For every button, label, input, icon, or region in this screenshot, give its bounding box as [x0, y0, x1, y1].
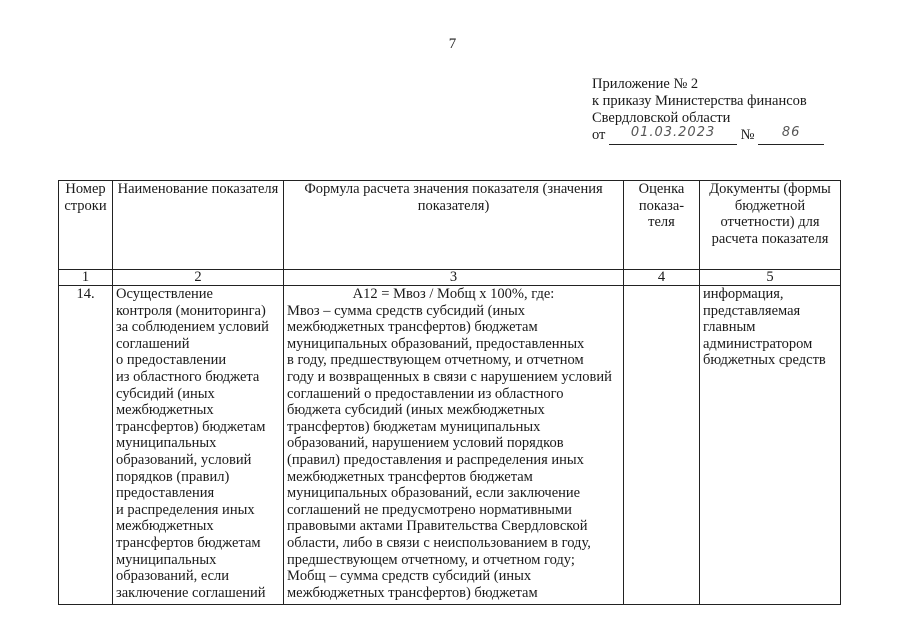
appendix-block: [592, 76, 824, 147]
column-number: 2: [113, 270, 284, 286]
header-indicator-name: Наименование показателя: [113, 181, 284, 270]
header-row-number: Номер строки: [59, 181, 113, 270]
header-formula: Формула расчета значения показателя (значения показателя): [284, 181, 624, 270]
indicator-name: Осуществление контроля (мониторинга) за соблюдением условий соглашений о предоставлении из областного бюджета субсидий (иных межбюджетных трансфертов) бюджетам муниципальных образований, условий порядков (правил) предоставления и распределения иных межбюджетных трансфертов бюджетам муниципальных образований, если заключение соглашений: [113, 286, 284, 605]
column-number: 3: [284, 270, 624, 286]
formula-expression: A12 = Mвоз / Mобщ x 100%, где:: [352, 286, 555, 302]
handwritten-date: 01.03.2023: [630, 125, 716, 140]
column-number-row: [59, 270, 841, 286]
number-label: №: [740, 127, 755, 143]
indicator-table: [58, 180, 841, 605]
appendix-title: Приложение № 2: [592, 76, 699, 92]
formula-cell: [284, 286, 624, 605]
table-header-row: [59, 181, 841, 270]
appendix-order-line: к приказу Министерства финансов: [592, 93, 807, 109]
formula-description: Mвоз – сумма средств субсидий (иных межбюджетных трансфертов) бюджетам муниципальных образований, предоставленных в году, предшествующем отчетному, и отчетном году и возвращенных в связи с нарушением условий соглашений о предоставлении из областного бюджета субсидий (иных межбюджетных трансфертов) бюджетам муниципальных образований, нарушением условий порядков (правил) предоставления и распределения иных межбюджетных трансфертов бюджетам муниципальных образований, если заключение соглашений не предусмотрено нормативными правовыми актами Правительства Свердловской области, либо в связи с неиспользованием в году, предшествующем отчетному, и отчетном году; Mобщ – сумма средств субсидий (иных межбюджетных трансфертов) бюджетам: [287, 302, 612, 601]
row-number: 14.: [59, 286, 113, 605]
header-assessment: Оценка показа-теля: [624, 181, 700, 270]
appendix-date-number-row: [592, 127, 824, 147]
column-number: 5: [700, 270, 841, 286]
page-number: 7: [448, 36, 457, 52]
documents-cell: информация, представляемая главным администратором бюджетных средств: [700, 286, 841, 605]
from-label: от: [592, 127, 606, 143]
date-field: [609, 127, 737, 145]
assessment-cell: [624, 286, 700, 605]
appendix-region-line: Свердловской области: [592, 110, 731, 126]
table-row: [59, 286, 841, 605]
number-field: [758, 127, 824, 145]
column-number: 4: [624, 270, 700, 286]
header-documents: Документы (формы бюджетной отчетности) для расчета показателя: [700, 181, 841, 270]
handwritten-number: 86: [781, 125, 801, 140]
column-number: 1: [59, 270, 113, 286]
